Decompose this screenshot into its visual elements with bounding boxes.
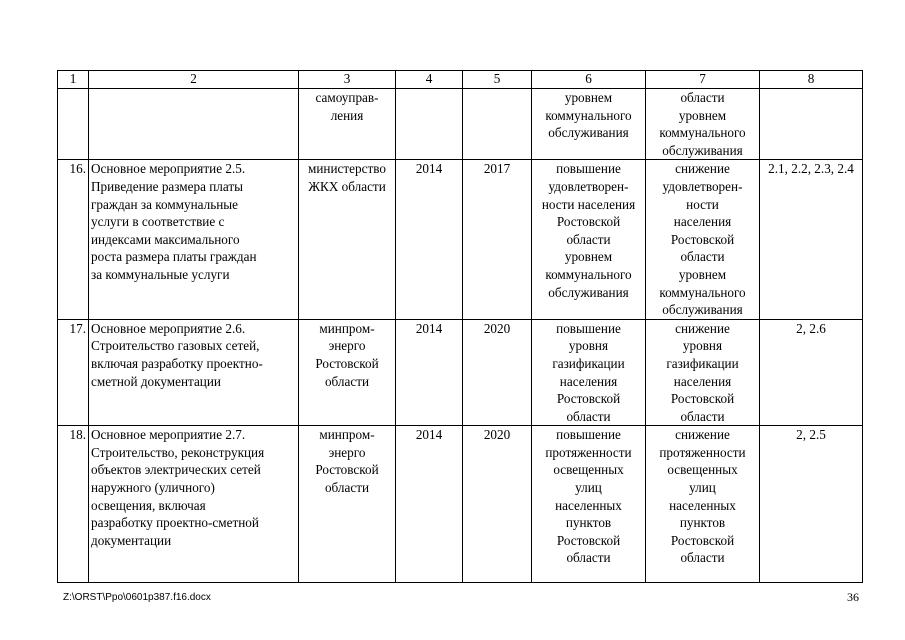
- activity-name-line: Основное мероприятие 2.7.: [91, 427, 246, 443]
- row-number: 18.: [58, 426, 89, 583]
- consequence-cell: [646, 426, 760, 583]
- file-path: Z:\ORST\Ppo\0601p387.f16.docx: [63, 592, 211, 603]
- consequence-line: населенных: [669, 497, 736, 513]
- consequence-line: обслуживания: [662, 302, 743, 318]
- consequence-cell: [646, 160, 760, 319]
- result-cell: [532, 426, 646, 583]
- table-row: [58, 319, 863, 426]
- result-cell: [532, 160, 646, 319]
- end-year: 2017: [463, 160, 532, 319]
- cont-consequence-line: уровнем: [678, 107, 727, 123]
- activity-name-line: документации: [91, 532, 172, 548]
- activity-name-line: Строительство газовых сетей,: [91, 338, 260, 354]
- cont-indicators-cell: [760, 89, 863, 160]
- executor-line: области: [324, 373, 370, 389]
- consequence-line: ности: [686, 196, 719, 212]
- result-line: повышение: [556, 320, 621, 336]
- result-line: уровнем: [564, 249, 613, 265]
- activity-name-line: Приведение размера платы: [91, 178, 244, 194]
- result-cell: [532, 319, 646, 426]
- cont-start-cell: [396, 89, 463, 160]
- result-line: повышение: [556, 427, 621, 443]
- executor-cell: [299, 426, 396, 583]
- table-row: [58, 426, 863, 583]
- consequence-line: коммунального: [659, 284, 746, 300]
- header-cell-6: 6: [532, 71, 646, 89]
- activity-name-line: включая разработку проектно-: [91, 355, 263, 371]
- start-year: 2014: [396, 319, 463, 426]
- cont-name-cell: [89, 89, 299, 160]
- cont-executor-line: самоуправ-: [315, 90, 379, 105]
- result-line: протяженности: [545, 444, 632, 460]
- executor-line: ЖКХ области: [308, 178, 386, 194]
- activity-name-line: индексами максимального: [91, 231, 240, 247]
- activity-name-line: сметной документации: [91, 373, 221, 389]
- result-line: Ростовской: [556, 214, 621, 230]
- executor-cell: [299, 160, 396, 319]
- consequence-line: улиц: [689, 480, 716, 496]
- header-row: [58, 71, 863, 89]
- program-table: [57, 70, 863, 583]
- cont-result-line: коммунального: [545, 107, 632, 123]
- consequence-line: населения: [673, 373, 732, 389]
- activity-name-line: роста размера платы граждан: [91, 249, 257, 265]
- activity-name-line: Основное мероприятие 2.5.: [91, 161, 246, 177]
- header-cell-7: 7: [646, 71, 760, 89]
- table-row: [58, 160, 863, 319]
- activity-name-line: за коммунальные услуги: [91, 266, 230, 282]
- continuation-row: [58, 89, 863, 160]
- activity-name-line: граждан за коммунальные: [91, 196, 238, 212]
- header-cell-2: 2: [89, 71, 299, 89]
- consequence-line: снижение: [675, 161, 730, 177]
- consequence-line: освещенных: [667, 462, 738, 478]
- consequence-line: удовлетворен-: [662, 178, 743, 194]
- row-number: 16.: [58, 160, 89, 319]
- result-line: газификации: [552, 355, 625, 371]
- activity-name-line: наружного (уличного): [91, 480, 215, 496]
- consequence-line: снижение: [675, 320, 730, 336]
- result-line: уровня: [568, 338, 609, 354]
- consequence-line: Ростовской: [670, 391, 735, 407]
- consequence-line: пунктов: [679, 515, 726, 531]
- executor-line: Ростовской: [315, 355, 379, 371]
- result-line: улиц: [575, 480, 602, 496]
- cont-result-line: обслуживания: [548, 125, 629, 141]
- cont-executor-line: ления: [330, 107, 364, 123]
- header-cell-1: 1: [58, 71, 89, 89]
- cont-consequence-line: обслуживания: [662, 142, 743, 158]
- cont-consequence-line: области: [680, 90, 725, 105]
- result-line: повышение: [556, 161, 621, 177]
- result-line: ности населения: [541, 196, 636, 212]
- consequence-line: области: [680, 408, 725, 424]
- executor-line: министерство: [308, 161, 386, 177]
- consequence-line: уровня: [682, 338, 723, 354]
- consequence-line: протяженности: [659, 444, 746, 460]
- executor-line: области: [324, 480, 370, 496]
- activity-name-line: Строительство, реконструкция: [91, 444, 265, 460]
- result-line: населенных: [555, 497, 622, 513]
- cont-result-line: уровнем: [564, 90, 613, 105]
- result-line: пунктов: [565, 515, 612, 531]
- consequence-line: Ростовской: [670, 532, 735, 548]
- executor-line: Ростовской: [315, 462, 379, 478]
- header-cell-5: 5: [463, 71, 532, 89]
- indicators-cell: 2.1, 2.2, 2.3, 2.4: [760, 160, 863, 319]
- row-number: 17.: [58, 319, 89, 426]
- end-year: 2020: [463, 319, 532, 426]
- consequence-line: области: [680, 550, 725, 566]
- result-line: области: [566, 550, 611, 566]
- header-cell-4: 4: [396, 71, 463, 89]
- cont-end-cell: [463, 89, 532, 160]
- executor-line: минпром-: [319, 427, 375, 443]
- consequence-line: уровнем: [678, 266, 727, 282]
- result-line: обслуживания: [548, 284, 629, 300]
- activity-name-line: объектов электрических сетей: [91, 462, 261, 478]
- page-number: 36: [847, 590, 859, 604]
- executor-line: энерго: [328, 338, 366, 354]
- activity-name-cell: [89, 160, 299, 319]
- cont-consequence-cell: [646, 89, 760, 160]
- activity-name-cell: [89, 319, 299, 426]
- header-cell-3: 3: [299, 71, 396, 89]
- cont-num-cell: [58, 89, 89, 160]
- start-year: 2014: [396, 160, 463, 319]
- indicators-cell: 2, 2.5: [760, 426, 863, 583]
- consequence-line: газификации: [666, 355, 739, 371]
- result-line: коммунального: [545, 266, 632, 282]
- result-line: области: [566, 408, 611, 424]
- result-line: Ростовской: [556, 532, 621, 548]
- result-line: Ростовской: [556, 391, 621, 407]
- executor-line: минпром-: [319, 320, 375, 336]
- activity-name-line: Основное мероприятие 2.6.: [91, 320, 246, 336]
- cont-consequence-line: коммунального: [659, 125, 746, 141]
- activity-name-line: услуги в соответствие с: [91, 214, 225, 230]
- executor-line: энерго: [328, 444, 366, 460]
- consequence-line: области: [680, 249, 725, 265]
- result-line: области: [566, 231, 611, 247]
- activity-name-line: освещения, включая: [91, 497, 206, 513]
- start-year: 2014: [396, 426, 463, 583]
- consequence-cell: [646, 319, 760, 426]
- activity-name-cell: [89, 426, 299, 583]
- cont-result-cell: [532, 89, 646, 160]
- result-line: удовлетворен-: [548, 178, 629, 194]
- cont-executor-cell: [299, 89, 396, 160]
- consequence-line: населения: [673, 214, 732, 230]
- result-line: освещенных: [553, 462, 624, 478]
- activity-name-line: разработку проектно-сметной: [91, 515, 259, 531]
- result-line: населения: [559, 373, 618, 389]
- executor-cell: [299, 319, 396, 426]
- consequence-line: снижение: [675, 427, 730, 443]
- indicators-cell: 2, 2.6: [760, 319, 863, 426]
- end-year: 2020: [463, 426, 532, 583]
- header-cell-8: 8: [760, 71, 863, 89]
- consequence-line: Ростовской: [670, 231, 735, 247]
